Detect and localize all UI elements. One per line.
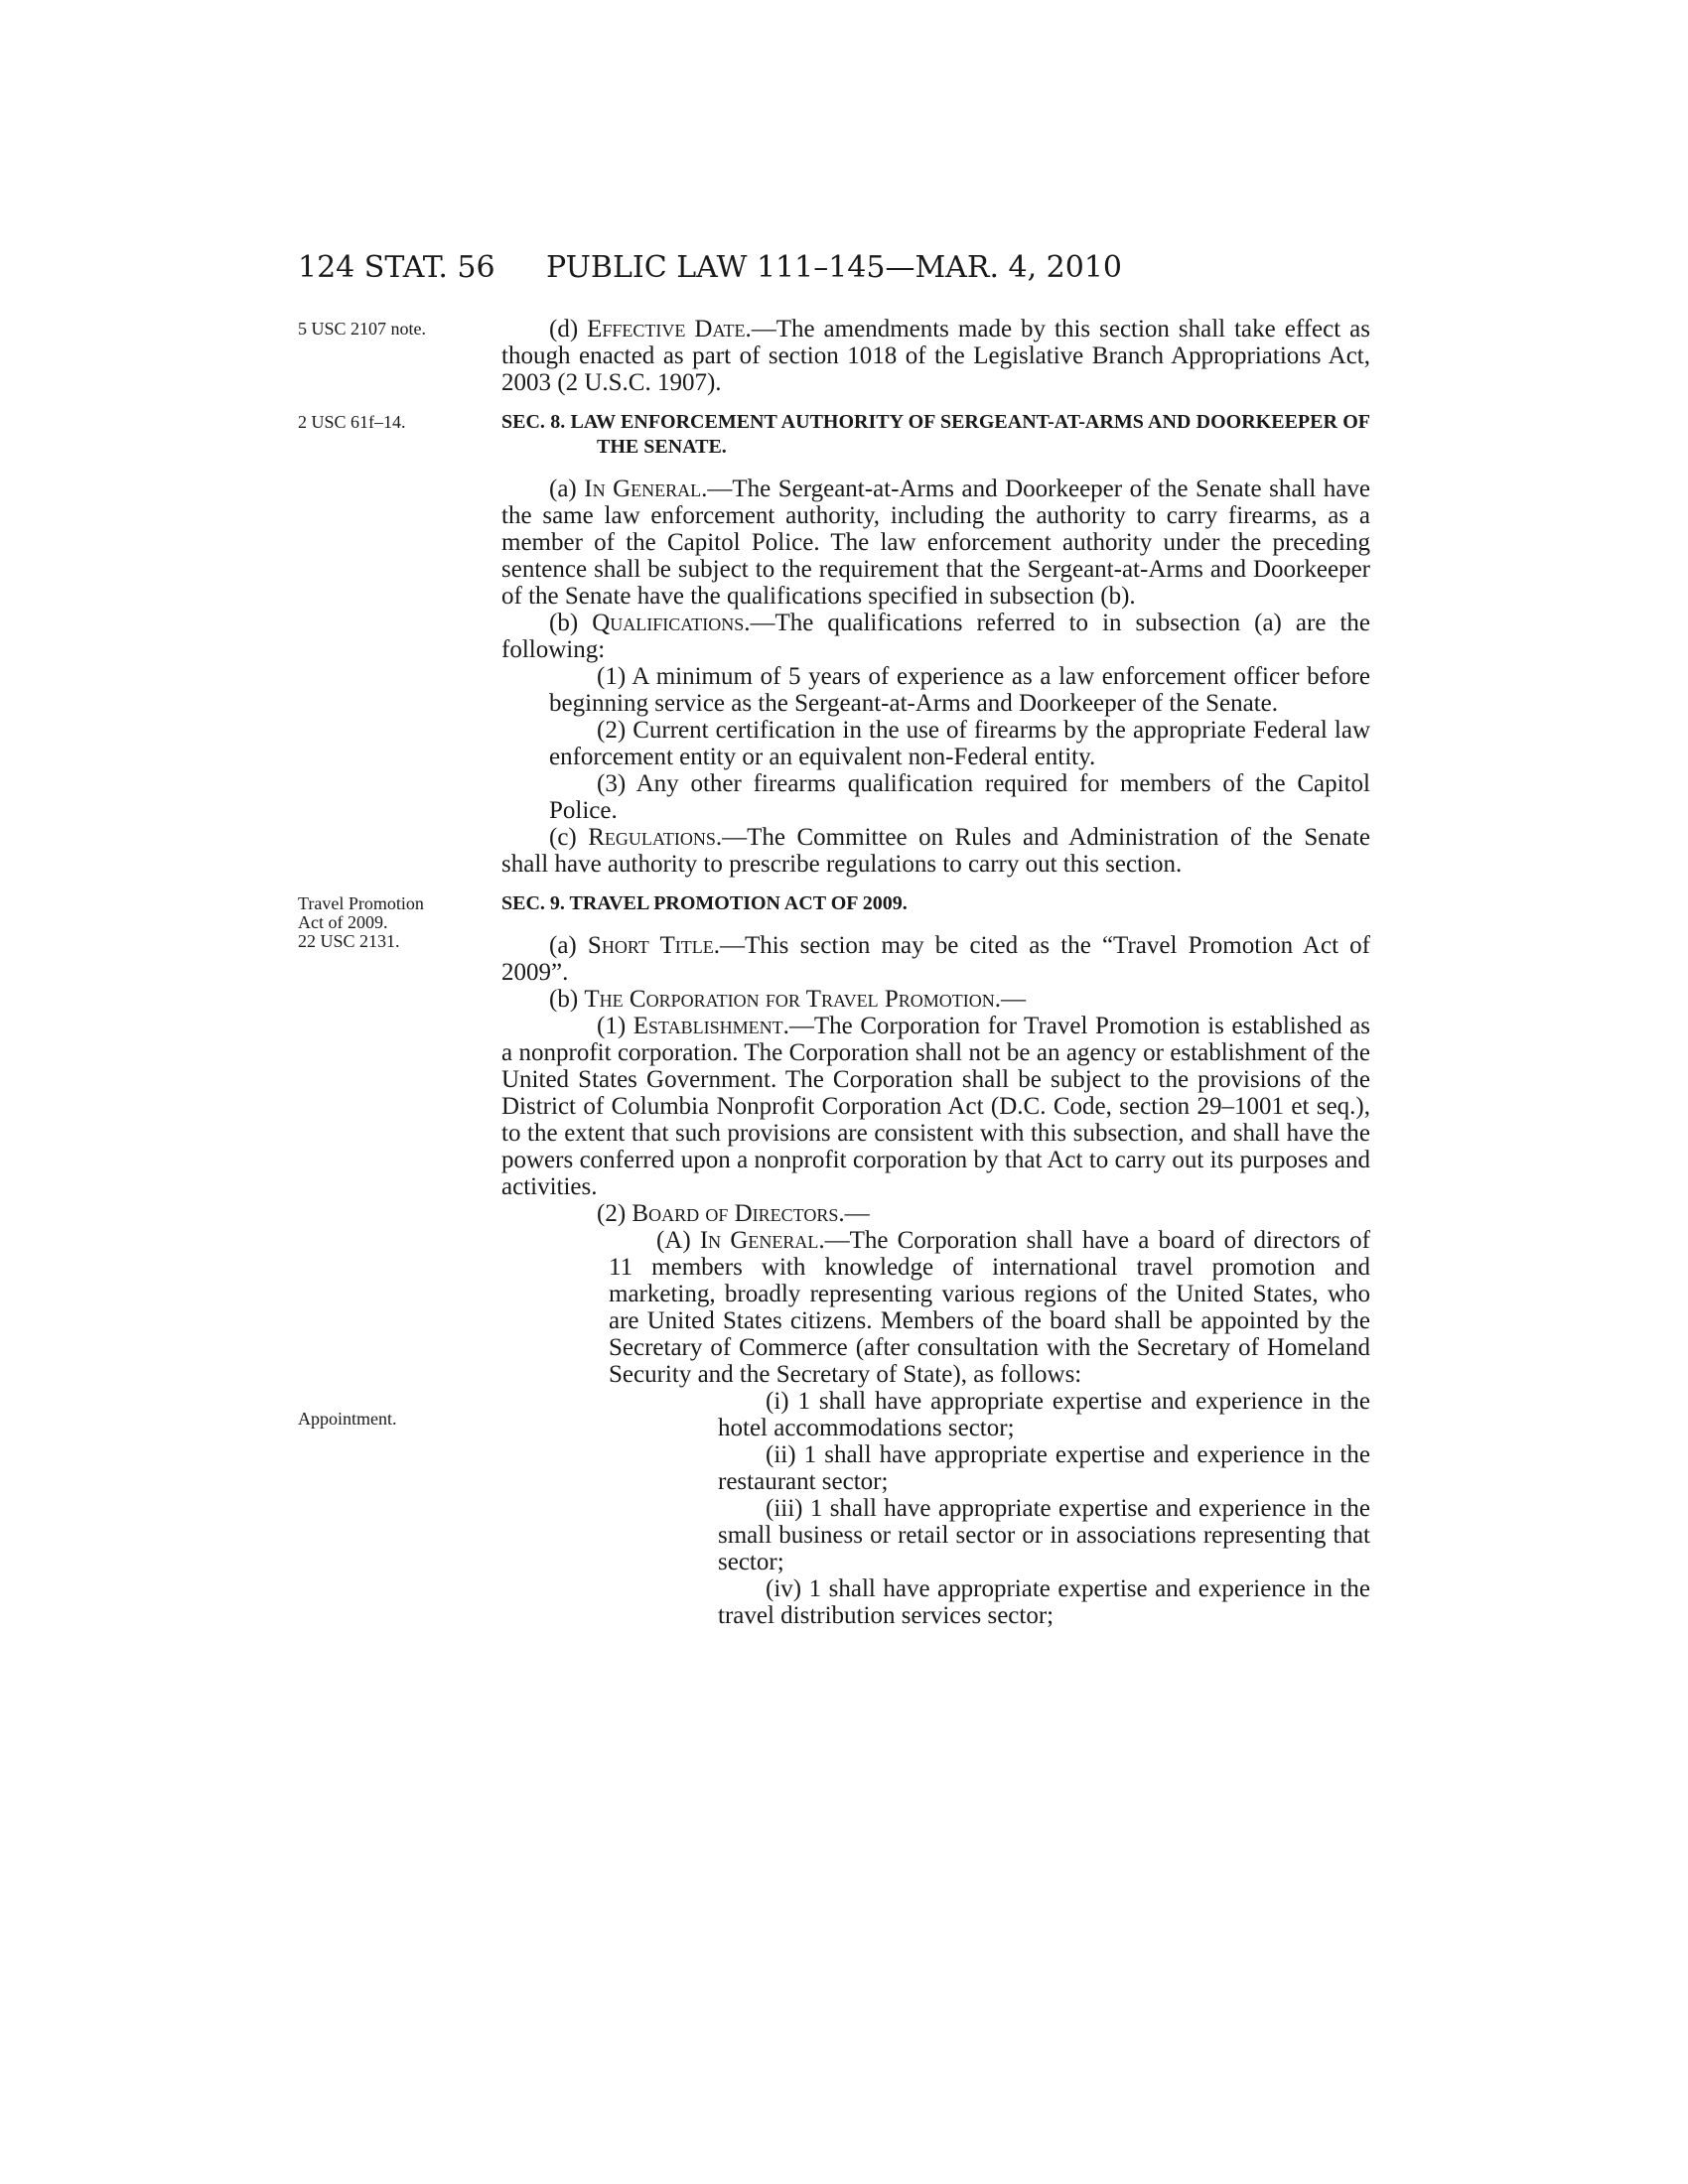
margin-note-usc-61f: 2 USC 61f–14. <box>298 412 406 432</box>
paragraph-8c <box>501 824 1370 878</box>
paragraph-8b1: (1) A minimum of 5 years of experience as a law enforcement officer before beginning service as the Sergeant-at-Arms and Doorkeeper of the Senate. <box>549 663 1370 717</box>
body-text: .—This section may be cited as the “Travel Promotion Act of 2009”. <box>501 932 1371 986</box>
section-heading: SEC. 9. TRAVEL PROMOTION ACT OF 2009. <box>501 892 908 914</box>
section-9 <box>298 891 1370 1629</box>
paragraph-7d <box>501 316 1370 396</box>
label: (a) <box>549 476 585 502</box>
clause-ii: (ii) 1 shall have appropriate expertise and experience in the restaurant sector; <box>718 1441 1370 1495</box>
clause-iv: (iv) 1 shall have appropriate expertise and experience in the travel distribution services sector; <box>718 1575 1370 1629</box>
label: (2) <box>597 1200 633 1227</box>
page-header <box>298 248 1370 288</box>
heading: The Corporation for Travel Promotion <box>584 986 995 1013</box>
note-line: Act of 2009. <box>298 912 388 932</box>
statute-page-number: 124 STAT. 56 <box>298 250 495 285</box>
paragraph-8b3: (3) Any other firearms qualification required for members of the Capitol Police. <box>549 770 1370 824</box>
clause-i: (i) 1 shall have appropriate expertise and experience in the hotel accommodations sector; <box>718 1388 1370 1441</box>
label: (b) <box>549 610 593 636</box>
label: (c) <box>549 824 589 851</box>
body-text: .—The Corporation shall have a board of directors of 11 members with knowledge of international travel promotion and marketing, broadly representing various regions of the United States, who are United States citizens. Members of the board shall be appointed by the Secretary of Commerce (after consultation with the Secretary of Homeland Security and the Secretary of State), as follows: <box>609 1227 1370 1388</box>
page-title: PUBLIC LAW 111–145—MAR. 4, 2010 <box>545 250 1123 285</box>
body-text: .— <box>838 1200 870 1227</box>
paragraph-8b <box>501 610 1370 663</box>
heading: Effective Date <box>587 316 746 342</box>
clause-iii: (iii) 1 shall have appropriate expertise and experience in the small business or retail sector or in associations representing that sector; <box>718 1495 1370 1575</box>
body-text: .—The qualifications referred to in subsection (a) are the following: <box>501 610 1370 663</box>
margin-note-travel-promotion <box>298 894 487 951</box>
paragraph-9b2A <box>501 1227 1370 1388</box>
heading: Short Title <box>587 932 714 959</box>
document-body <box>298 316 1370 1629</box>
body-text: .—The amendments made by this section shall take effect as though enacted as part of section 1018 of the Legislative Branch Appropriations Act, 2003 (2 U.S.C. 1907). <box>501 316 1370 396</box>
heading: Regulations <box>588 824 716 851</box>
body-text: .— <box>994 986 1027 1013</box>
paragraph-9b <box>501 986 1370 1013</box>
heading: In General <box>584 476 702 502</box>
note-line: 22 USC 2131. <box>298 931 400 951</box>
heading: Board of Directors <box>632 1200 839 1227</box>
heading: In General <box>699 1227 819 1254</box>
heading: Establishment <box>633 1013 783 1039</box>
label: (a) <box>549 932 588 959</box>
paragraph-8b2: (2) Current certification in the use of firearms by the appropriate Federal law enforcement entity or an equivalent non-Federal entity. <box>549 717 1370 770</box>
label: (1) <box>597 1013 633 1039</box>
body-text: .—The Committee on Rules and Administration of the Senate shall have authority to prescribe regulations to carry out this section. <box>501 824 1371 878</box>
label: (A) <box>656 1227 700 1254</box>
note-line: Travel Promotion <box>298 893 424 913</box>
label: (b) <box>549 986 585 1013</box>
section-heading: SEC. 8. LAW ENFORCEMENT AUTHORITY OF SERGEANT-AT-ARMS AND DOORKEEPER OF THE SENATE. <box>501 411 1370 458</box>
label: (d) <box>549 316 588 342</box>
paragraph-8a <box>501 476 1370 610</box>
paragraph-9b1 <box>501 1013 1370 1200</box>
paragraph-9a <box>501 932 1370 986</box>
section-8 <box>298 410 1370 878</box>
margin-note-usc-2107: 5 USC 2107 note. <box>298 319 427 339</box>
body-text: .—The Corporation for Travel Promotion is established as a nonprofit corporation. The Corporation shall not be an agency or establishment of the United States Government. The Corporation shall be subject to the provisions of the District of Columbia Nonprofit Corporation Act (D.C. Code, section 29–1001 et seq.), to the extent that such provisions are consistent with this subsection, and shall have the powers conferred upon a nonprofit corporation by that Act to carry out its purposes and activities. <box>501 1013 1370 1200</box>
heading: Qualifications <box>592 610 745 636</box>
body-text: .—The Sergeant-at-Arms and Doorkeeper of the Senate shall have the same law enforcement authority, including the authority to carry firearms, as a member of the Capitol Police. The law enforcement authority under the preceding sentence shall be subject to the requirement that the Sergeant-at-Arms and Doorkeeper of the Senate have the qualifications specified in subsection (b). <box>501 476 1370 610</box>
margin-note-appointment: Appointment. <box>298 1409 397 1429</box>
section-7d <box>298 316 1370 396</box>
paragraph-9b2 <box>501 1200 1370 1227</box>
